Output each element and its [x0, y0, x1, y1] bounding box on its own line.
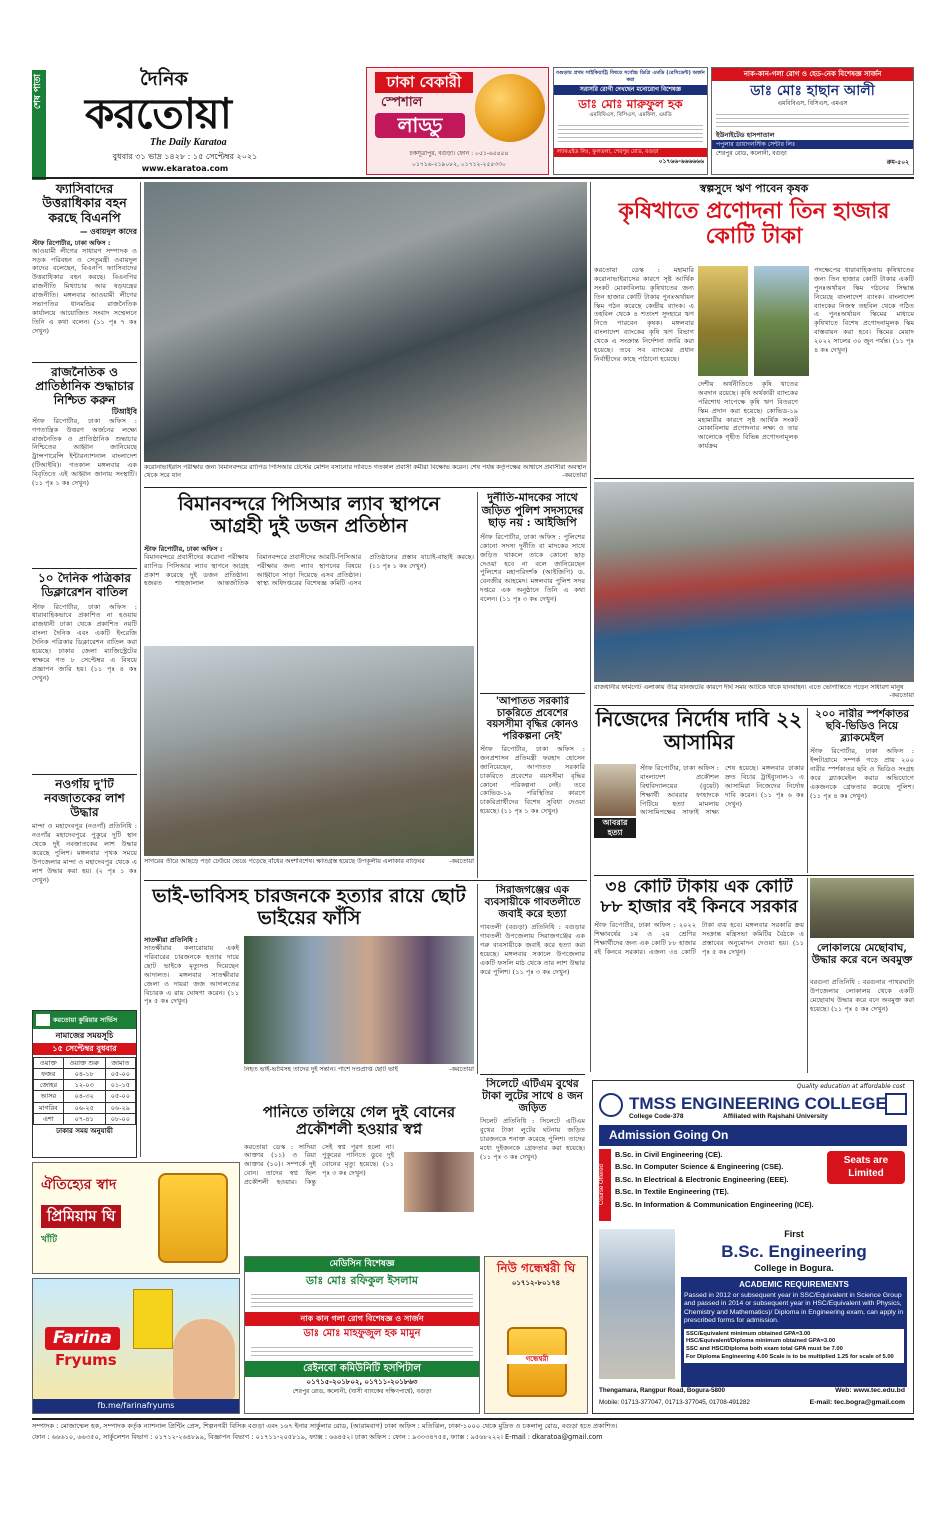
divider [32, 568, 137, 569]
headline: রাজনৈতিক ও প্রাতিষ্ঠানিক শুদ্ধাচার নিশ্চিত করুন [35, 366, 134, 407]
laddu-image [475, 74, 545, 142]
headline: ভাই-ভাবিসহ চারজনকে হত্যার রায়ে ছোট ভাইয়ের ফাঁসি [152, 885, 466, 929]
courier-logo-icon [36, 1014, 50, 1026]
prayer-times-box [32, 1010, 137, 1158]
cell: ০৭-৪১ [63, 1113, 105, 1124]
tmss-mobile: Mobile: 01713-377047, 01713-377045, 01708-491282 [599, 1399, 750, 1406]
med-phone: ০১৭১৫-২০১৮০২, ০১৭১১-২০১৮৬৩ [306, 1378, 418, 1386]
headline: ১০ দৈনিক পত্রিকার ডিক্লারেশন বাতিল [38, 572, 131, 599]
story-tib [32, 366, 137, 571]
child-image [173, 1319, 235, 1399]
body: করতোয়া ডেস্ক : সাদিয়া আক্তার (১১) ও রিয়া আক্তার (১০)। সম্পর্কে দুই বোন। তাদের স্বপ্ন ছিল প্রকৌশলী হওয়ার। কিন্তু সেই স্বপ্ন পূরণ হলো না। পুকুরের পানিতে ডুবে দুই বোনের মৃত্যু হয়েছে। (১১ পৃঃ ৩ কঃ দেখুন) [244, 1142, 394, 1187]
imprint-line-2: ফোন : ৬৬৬১০, ৬৬৩৫০, সার্কুলেশন বিভাগ : ০১৭১২-২৬৪৮৯৯, বিজ্ঞাপন বিভাগ : ০১৭১১-২০৫৮১৯, ফ্যাক্স : ৬৬৪৫২। ঢাকা অফিস : ফোন : ৯৩৩৩৪৭৫৫, ফ্যাক্স : ৯৫৬৮২২২। E-mail : dkaratoa@gmail.com [32, 1433, 603, 1441]
story-drowning-sisters [244, 1104, 474, 1254]
headline: পানিতে তলিয়ে গেল দুই বোনের প্রকৌশলী হওয়ার স্বপ্ন [262, 1104, 456, 1139]
body-col1: করতোয়া ডেস্ক : মহামারি করোনাভাইরাসের কারণে সৃষ্ট আর্থিক সংকট মোকাবিলায় কৃষিখাতের জন্য তিন হাজার কোটি টাকার পুনঃঅর্থায়ন স্কিম গঠন করেছে কেন্দ্রীয় ব্যাংক। এ তহবিল থেকে ৪ শতাংশ সুদহারে ঋণ নিতে পারবেন কৃষক। মঙ্গলবার বাংলাদেশ ব্যাংকের কৃষি ঋণ বিভাগ থেকে এ সংক্রান্ত নির্দেশনা জারি করা হয়েছে। তবে সব ব্যাংকের প্রধান নির্বাহীদের কাছে পাঠানো হয়েছে। [594, 266, 694, 363]
course-item: B.Sc. In Textile Engineering (TE). [615, 1187, 729, 1197]
ad-gandheshwari-ghee[interactable] [484, 1256, 588, 1414]
first-label: First [784, 1229, 804, 1239]
cell: ০৪-৩২ [63, 1091, 105, 1102]
masthead-rule [32, 177, 914, 179]
story-police-igp [480, 492, 585, 692]
divider [144, 880, 587, 881]
side-tab [32, 70, 46, 180]
farina-brand: Farina [45, 1327, 120, 1350]
cell: ০৮-০০ [105, 1113, 135, 1124]
med-address: শেরপুর রোড, কলোনী, (ঘাসী ব্যাংকের দক্ষিণপার্শ্বে), বগুড়া [292, 1387, 432, 1395]
body: বিমানবন্দরে প্রবাসীদের করোনা পরীক্ষায় র‍্যাপিড পিসিআর ল্যাব স্থাপনে আগ্রহ প্রকাশ করেছে দুই ডজন প্রতিষ্ঠান। হজরত শাহজালাল আন্তর্জাতিক বিমানবন্দরে প্রবাসীদের আরটি-পিসিআর পরীক্ষার জন্য ল্যাব স্থাপনের বিষয়ে আহ্বানে সাড়া দিয়েছে এসব প্রতিষ্ঠান। স্বাস্থ্য অধিদপ্তরের বিশেষজ্ঞ কমিটি এসব প্রতিষ্ঠানের প্রস্তাব যাচাই-বাছাই করছে। (১১ পৃঃ ১ কঃ দেখুন) [144, 552, 474, 588]
tmss-code: College Code-378 [629, 1113, 684, 1120]
cell: ০৫-০০ [105, 1069, 135, 1080]
body-col2: দেশীয় অর্থনীতিতে কৃষি খাতের অবদান রয়েছে। কৃষি অর্থকারী ব্যাংকের পরিশোধ সাপেক্ষে কৃষি ঋণ বিতরণে স্কিম প্রদান করা হয়েছে। কোভিড-১৯ মহামারীর কারণে সৃষ্ট আর্থিক সংকট মোকাবিলায় প্রণোদনার লক্ষ্য ও তার আলোকে গৃহীত বিভিন্ন প্রণোদনামূলক কার্যক্রম [698, 380, 798, 451]
divider [144, 487, 587, 488]
photo2-caption [594, 684, 914, 704]
course-item: B.Sc. In Electrical & Electronic Engineering (EEE). [615, 1174, 789, 1184]
byline: সাতক্ষীরা প্রতিনিধি : [144, 936, 198, 944]
headline: নওগাঁয় দু'টি নবজাতকের লাশ উদ্ধার [44, 778, 125, 819]
req-diploma: For Diploma Engineering 4.00 Scale is to be multiplied 1.25 for scale of 5.00 [686, 1353, 894, 1360]
body: স্টাফ রিপোর্টার, ঢাকা অফিস : ধারাবাহিকভাবে প্রকাশিত না হওয়ায় রাজধানী ঢাকা থেকে প্রকাশিত নয়টি বাংলা দৈনিক এবং একটি ইংরেজি দৈনিক পত্রিকার ডিক্লারেশন বাতিল করা হয়েছে। ঢাকার জেলা ম্যাজিস্ট্রেটের স্বাক্ষরে গত ৮ সেপ্টেম্বর এ বিষয়ে প্রজ্ঞাপন জারি হয়। (১১ পৃঃ ৪ কঃ দেখুন) [32, 602, 137, 682]
course-item: B.Sc. in Civil Engineering (CE). [615, 1150, 723, 1159]
caption-credit: -করতোয়া [562, 472, 587, 480]
body: আওয়ামী লীগের সাধারণ সম্পাদক ও সড়ক পরিবহন ও সেতুমন্ত্রী ওবায়দুল কাদের বলেছেন, বিএনপি ফ্যাসিবাদের উত্তরাধিকার বহন করছে। বিএনপির রাজনীতি মিথ্যাচার আর ষড়যন্ত্রের রাজনীতি। মঙ্গলবার আওয়ামী লীগের সভাপতির ধানমন্ডির রাজনৈতিক কার্যালয়ে আয়োজিত সংবাদ সম্মেলনে তিনি এ কথা বলেন। (১১ পৃঃ ৭ কঃ দেখুন) [32, 246, 137, 335]
body: সাতক্ষীরার কলারোয়ায় একই পরিবারের চারজনকে হত্যার দায়ে ছোট ভাইকে মৃত্যুদণ্ড দিয়েছেন আদালত। মঙ্গলবার সাতক্ষীরার জেলা ও দায়রা জজ আদালতের বিচারক এ রায় ঘোষণা করেন। (১১ পৃঃ ৫ কঃ দেখুন) [144, 944, 239, 1006]
ghee-jar-image [158, 1173, 228, 1263]
seats-badge: Seats are Limited [827, 1151, 905, 1184]
ghee2-label: গন্ধেশ্বরী [507, 1355, 567, 1364]
photo-sisters [404, 1152, 474, 1212]
bakery-title: ঢাকা বেকারী [375, 72, 473, 93]
med-banner: মেডিসিন বিশেষজ্ঞ [245, 1257, 479, 1272]
photo-coastal-damage [144, 646, 474, 856]
column-rule [590, 182, 591, 1072]
photo-farmer [754, 266, 809, 376]
tmss-web[interactable]: Web: www.tec.edu.bd [835, 1387, 905, 1394]
cell: ০৪-১৮ [63, 1069, 105, 1080]
prayer-table [33, 1057, 136, 1125]
header-cell: ওয়াক্ত [34, 1058, 64, 1069]
byline-body [144, 936, 239, 1086]
prayer-row [34, 1113, 136, 1124]
abrar-label: আবরার হত্যা [594, 818, 636, 838]
psy-banner: বগুড়ায় প্রথম সাইকিয়াট্রি বিষয়ে সর্বোচ্চ ডিগ্রি এমডি (রেসিডেন্ট) অর্জন করা [556, 70, 705, 83]
ad-psychiatrist[interactable] [553, 67, 708, 175]
photo-fishing-cat [810, 878, 914, 938]
photo-victims [244, 936, 474, 1064]
footer-rule [32, 1418, 914, 1420]
ent-name: ডাঃ মোঃ হাছান আলী [750, 82, 875, 99]
tmss-admission: Admission Going On [599, 1125, 907, 1146]
column-rule [807, 708, 808, 873]
psy-clinic: ল্যাবএইড লিঃ, ফুলতলা, শেরপুর রোড, বগুড়া [554, 148, 707, 157]
photo1-caption [144, 464, 587, 484]
ad-ent-surgeon[interactable] [711, 67, 914, 175]
ent-banner: নাক-কান-গলা রোগ ও হেড-নেক বিশেষজ্ঞ সার্জন [712, 68, 913, 81]
photo-victims-caption [244, 1066, 474, 1086]
headline: কৃষিখাতে প্রণোদনা তিন হাজার কোটি টাকা [618, 197, 890, 250]
body: স্টাফ রিপোর্টার, ঢাকা অফিস : ২০২২ শিক্ষাবর্ষের ১ম ও ২য় শ্রেণির শিক্ষার্থীদের জন্য এক কোটি ৮৮ হাজার বই কিনবে সরকার। এজন্য ৩৪ কোটি টাকা ব্যয় হবে। মঙ্গলবার সরকারি ক্রয় সংক্রান্ত মন্ত্রিসভা কমিটির বৈঠকে এ প্রস্তাবের অনুমোদন দেওয়া হয়। (১১ পৃঃ ৫ কঃ দেখুন) [594, 921, 804, 956]
cell: ০৫-০০ [105, 1091, 135, 1102]
subhead: — ওবায়দুল কাদের [79, 227, 137, 237]
column-rule [477, 884, 478, 1074]
ghee2-phone: ০১৭১২-৮০১৭৪ [511, 1279, 561, 1288]
ent-address: শেরপুর রোড, কলোনী, বগুড়া [716, 150, 787, 158]
prayer-row [34, 1069, 136, 1080]
prayer-date: ১৫ সেপ্টেম্বর বুধবার [33, 1043, 136, 1055]
courier-label: করতোয়া কুরিয়ার সার্ভিস [53, 1015, 118, 1024]
tmss-tag: Quality education at affordable cost [796, 1083, 905, 1090]
story-gabtoli-murder [480, 884, 585, 1069]
body: স্টাফ রিপোর্টার, ঢাকা অফিস : বাংলাদেশ প্রকৌশল বিশ্ববিদ্যালয়ের (বুয়েট) শিক্ষার্থী আবরার ফাহাদকে পিটিয়ে হত্যা মামলায় আসামিপক্ষের সাফাই সাক্ষ্য শেষ হয়েছে। মঙ্গলবার ঢাকার দ্রুত বিচার ট্রাইব্যুনাল-১ এ আসামিরা নিজেদের নির্দোষ দাবি করেন। (১১ পৃঃ ৬ কঃ দেখুন) [640, 764, 804, 817]
photo-traffic-jam [594, 482, 914, 682]
college-in: College in Bogura. [754, 1263, 834, 1273]
psy-name: ডাঃ মোঃ মারুফুল হক [578, 96, 683, 111]
body-col3: পদক্ষেপের ধারাবাহিকতায় কৃষিখাতের জন্য তিন হাজার কোটি টাকার একটি পুনঃঅর্থায়ন স্কিম গঠনের সিদ্ধান্ত নিয়েছে বাংলাদেশ ব্যাংক। বাংলাদেশ ব্যাংকের নিজস্ব তহবিল থেকে গঠিত এ পুনঃঅর্থায়ন স্কিমের মাধ্যমে কৃষিখাতে বিশেষ প্রণোদনামূলক স্কিম বাস্তবায়ন করা হবে। স্কিমের মেয়াদ ২০২২ সালের ৩০ জুন পর্যন্ত। (১১ পৃঃ ৪ কঃ দেখুন) [814, 266, 914, 355]
med-name1: ডাঃ মোঃ রফিকুল ইসলাম [306, 1274, 418, 1288]
cell: আসর [34, 1091, 64, 1102]
headline: লোকালয়ে মেছোবাঘ, উদ্ধার করে বনে অবমুক্ত [811, 942, 913, 967]
prayer-row [34, 1102, 136, 1113]
psy-spec: সরাসরি রোগী দেখছেন মনোরোগ বিশেষজ্ঞ [554, 85, 707, 95]
prayer-row [34, 1091, 136, 1102]
req-gpa-box [684, 1329, 904, 1363]
prayer-row [34, 1080, 136, 1091]
story-airport-pcr [144, 492, 474, 642]
ent-detail-lines [716, 111, 909, 127]
masthead-logo [50, 66, 315, 176]
body: স্টাফ রিপোর্টার, ঢাকা অফিস : জনপ্রশাসন প্রতিমন্ত্রী ফরহাদ হোসেন জানিয়েছেন, আপাতত সরকারি চাকরিতে প্রবেশের বয়সসীমা বৃদ্ধির কোনো পরিকল্পনা নেই। তবে কোভিড-১৯ পরিস্থিতির কারণে চাকরিপ্রার্থীদের বিশেষ সুবিধা দেওয়া হয়েছে। (১১ পৃঃ ১ কঃ দেখুন) [480, 745, 585, 816]
brand-en: The Daily Karatoa [150, 137, 227, 148]
story-textbooks [594, 878, 804, 1073]
caption-credit: -করতোয়া [449, 858, 474, 865]
tmss-emblem-icon [885, 1093, 907, 1115]
byline: স্টাফ রিপোর্টার, ঢাকা অফিস : [144, 544, 223, 553]
byline: স্টাফ রিপোর্টার, ঢাকা অফিস : [32, 238, 111, 247]
brand-top: দৈনিক [140, 68, 188, 90]
body: স্টাফ রিপোর্টার, ঢাকা অফিস : গণতান্ত্রিক উত্তরণ অর্জনের লক্ষ্যে রাজনৈতিক ও প্রাতিষ্ঠানিক শুদ্ধাচার নিশ্চিতের আহ্বান জানিয়েছে ট্রান্সপারেন্সি ইন্টারন্যাশনাল বাংলাদেশ (টিআইবি)। গতকাল মঙ্গলবার এক বিবৃতিতে এই আহ্বান জানায় সংস্থাটি। (১১ পৃঃ ১ কঃ দেখুন) [32, 416, 137, 487]
farina-packet-image [133, 1289, 173, 1349]
courier-banner [33, 1011, 136, 1029]
divider [480, 1074, 585, 1075]
cell: ০৬-২৯ [105, 1102, 135, 1113]
headline: 'আপাতত সরকারি চাকরিতে প্রবেশের বয়সসীমা বৃদ্ধির কোনও পরিকল্পনা নেই' [486, 696, 579, 742]
column-rule [140, 182, 141, 1157]
req-total: SSC and HSC/Diploma both exam total GPA must be 7.00 [686, 1346, 843, 1352]
headline: বিমানবন্দরে পিসিআর ল্যাব স্থাপনে আগ্রহী দুই ডজন প্রতিষ্ঠান [178, 493, 440, 537]
headline: ৩৪ কোটি টাকায় এক কোটি ৮৮ হাজার বই কিনবে সরকার [600, 878, 798, 917]
tmss-address: Thengamara, Rangpur Road, Bogura-5800 [599, 1387, 725, 1394]
cell: এশা [34, 1113, 64, 1124]
story-job-age [480, 696, 585, 881]
cell: জোহর [34, 1080, 64, 1091]
photo-rice [698, 266, 748, 376]
story-fishing-cat [810, 878, 914, 1073]
cell: মাগরিব [34, 1102, 64, 1113]
headline: ২০০ নারীর স্পর্শকাতর ছবি-ভিডিও নিয়ে ব্ল্যাকমেইল [815, 708, 909, 745]
bakery-address: চকসূত্রাপুর, বগুড়া। ফোন : ০৫১-৬৫৪৫৪ [409, 150, 509, 157]
column-rule [477, 492, 478, 878]
course-item: B.Sc. In Information & Communication Engineering (ICE). [615, 1199, 814, 1209]
header-cell: ওয়াক্ত শুরু [63, 1058, 105, 1069]
headline: নিজেদের নির্দোষ দাবি ২২ আসামির [595, 708, 803, 754]
tmss-email[interactable]: E-mail: tec.bogra@gmail.com [809, 1399, 905, 1406]
caption-text: সাগরের তীরে আছড়ে পড়া ঢেউয়ে ভেঙে পড়েছে বাঁধের অংশবিশেষ। ক্ষতিগ্রস্ত হয়েছে উপকূলীয় এলাকার বাড়িঘর [144, 858, 425, 865]
divider [594, 705, 914, 706]
ad-bakery[interactable] [366, 67, 549, 175]
bakery-item: লাড্ডু [375, 113, 465, 138]
divider [480, 693, 585, 694]
course-label: Course Offered [599, 1149, 611, 1221]
req-box [681, 1277, 907, 1387]
med-name2: ডাঃ মোঃ মাহফুজুল হক মামুন [303, 1328, 421, 1339]
ghee-sub: ঐতিহ্যের স্বাদ [41, 1177, 117, 1193]
body: গাবতলী (বগুড়া) প্রতিনিধি : বগুড়ার গাবতলী উপজেলায় সিরাজগঞ্জের এক গরু ব্যবসায়ীকে জবাই করে হত্যা করা হয়েছে। মঙ্গলবার সকালে উপজেলার একটি ফসলি মাঠ থেকে তার লাশ উদ্ধার করে পুলিশ। (১১ পৃঃ ৩ কঃ দেখুন) [480, 923, 585, 976]
bakery-phone: ০১৭১৬-২১৯০৮২, ০১৭১২-২৫৫৩৩০ [412, 161, 506, 168]
caption-credit: -করতোয়া [449, 1066, 474, 1073]
brand-main: করতোয়া [85, 89, 231, 138]
course-list [615, 1149, 815, 1211]
cell: ০১-১৫ [105, 1080, 135, 1091]
body: বরগুনা প্রতিনিধি : বরগুনার পাথরঘাটা উপজেলার লোকালয় থেকে একটি মেছোবাঘ উদ্ধার করে বনে অবমুক্ত করা হয়েছে। (১১ পৃঃ ৫ কঃ দেখুন) [810, 978, 914, 1013]
imprint-line-1: সম্পাদক : মোজাম্মেল হক, সম্পাদক কর্তৃক ন্যাশনাল প্রিন্টিং প্রেস, শিল্পনগরী বিসিক বগুড়া এবং ১৬৭ ইনার সার্কুলার রোড, (আরামবাগ) ঢাকা অফিস : মতিঝিল, ঢাকা-১০০০ থেকে মুদ্রিত ও চকলালু রোড, বগুড়া হতে প্রকাশিত। [32, 1422, 618, 1430]
ghee2-title: নিউ গন্ধেশ্বরী ঘি [496, 1261, 576, 1275]
ad-premium-ghee[interactable] [32, 1162, 240, 1274]
caption-credit: -করতোয়া [889, 692, 914, 700]
ad-rainbow-hospital[interactable] [244, 1256, 480, 1414]
body: স্টাফ রিপোর্টার, ঢাকা অফিস : ইন্সটাগ্রামে সম্পর্ক গড়ে প্রায় ২০০ নারীর স্পর্শকাতর ছবি ও ভিডিও সংগ্রহ করে ব্ল্যাকমেইল করার অভিযোগে একজনকে গ্রেফতার করেছে পুলিশ। (১১ পৃঃ ৪ কঃ দেখুন) [810, 747, 914, 800]
prayer-title: নামাজের সময়সূচি [55, 1031, 114, 1040]
tmss-title: TMSS ENGINEERING COLLEGE [629, 1094, 887, 1113]
story-abrar-case [594, 708, 804, 873]
caption-text: করোনাভাইরাস পরীক্ষার জন্য বিমানবন্দরে র‍্যাপিড পিসিআর টেস্টের মেশিন বসানোর দাবিতে গতকাল প্রবাসী কর্মীরা বিক্ষোভ করেন। শেষ পর্যন্ত কর্তৃপক্ষের আশ্বাসে প্রবাসীরা অবস্থান থেকে সরে যান [144, 464, 587, 480]
body: মান্দা ও মহাদেবপুর (নওগাঁ) প্রতিনিধি : নওগাঁর মহাদেবপুরে পুকুরে দুটি স্থান থেকে দুই নবজাতকের লাশ উদ্ধার করেছে পুলিশ। মঙ্গলবার পৃথক সময়ে উপজেলার মান্দা ও মহাদেবপুর থেকে এ লাশ উদ্ধার করা হয়। (২ পৃঃ ১ কঃ দেখুন) [32, 822, 137, 884]
headline: ফ্যাসিবাদের উত্তরাধিকার বহন করছে বিএনপি [42, 182, 127, 225]
photo-abrar [594, 764, 636, 816]
subhead: টিআইবি [111, 407, 137, 417]
ent-room: রুম-৫০২ [886, 158, 909, 166]
cell: ১২-০৩ [63, 1080, 105, 1091]
date-line: বুধবার ৩১ ভাদ্র ১৪২৮ : ১৫ সেপ্টেম্বর ২০২১ [112, 152, 258, 161]
med-banner2: নাক কান গলা রোগ বিশেষজ্ঞ ও সার্জন [245, 1312, 479, 1326]
story-atm-robbery [480, 1078, 585, 1243]
farina-product: Fryums [55, 1351, 117, 1369]
ent-clinic: ইউনাইটেড হাসপাতাল [716, 130, 775, 139]
ghee-top: খাঁটি [41, 1235, 57, 1245]
ad-farina-fryums[interactable] [32, 1278, 240, 1414]
psy-phone: ০১৭৬৬-৬৬৬৬৬৬ [658, 158, 704, 166]
story-blackmail [810, 708, 914, 873]
farina-fb[interactable]: fb.me/farinafryums [33, 1399, 239, 1413]
photo-airport-protest [144, 182, 587, 462]
med-hospital: রেইনবো কমিউনিটি হসপিটাল [245, 1361, 479, 1378]
side-tab-label: শেষ পাতা [33, 74, 43, 110]
req-ssc: SSC/Equivalent minimum obtained GPA=3.00 [686, 1330, 811, 1337]
psy-detail-lines [558, 122, 703, 144]
med-detail-lines [251, 1291, 473, 1309]
tmss-affil: Affiliated with Rajshahi University [723, 1113, 828, 1120]
headline: দুর্নীতি-মাদকের সাথে জড়িত পুলিশ সদস্যদের ছাড় নয় : আইজিপি [481, 492, 584, 530]
divider [594, 875, 914, 876]
story-declaration [32, 572, 137, 772]
story-execution-verdict [144, 884, 474, 1094]
site-url[interactable]: www.ekaratoa.com [141, 164, 229, 173]
psy-degree: এমবিবিএস, বিসিএস, এমফিল, এমডি [589, 111, 672, 118]
photo3-caption [144, 858, 474, 878]
divider [594, 478, 914, 479]
headline: সিলেটে এটিএম বুথের টাকা লুটের সাথে ৪ জন জড়িত [482, 1078, 583, 1115]
ghee-title: প্রিমিয়াম ঘি [41, 1205, 121, 1228]
story-naogaon [32, 778, 137, 1004]
body: সিলেট প্রতিনিধি : সিলেটে এটিএম বুথের টাকা লুটের ঘটনায় জড়িত চারজনকে শনাক্ত করেছে পুলিশ। তাদের মধ্যে দুইজনকে গ্রেফতার করা হয়েছে। (১১ পৃঃ ৩ কঃ দেখুন) [480, 1117, 585, 1161]
header-cell: জামাত [105, 1058, 135, 1069]
column-rule [807, 878, 808, 1073]
bakery-sub: স্পেশাল [381, 95, 423, 110]
cell: ফজর [34, 1069, 64, 1080]
body: স্টাফ রিপোর্টার, ঢাকা অফিস : পুলিশের কোনো সদস্য দুর্নীতি বা মাদকের সাথে জড়িত থাকলে তাকে কোনো ছাড় দেওয়া হবে না বলে জানিয়েছেন পুলিশের মহাপরিদর্শক (আইজিপি) ড. বেনজীর আহমেদ। মঙ্গলবার পুলিশ সদর দপ্তরে এক অনুষ্ঠানে তিনি এ কথা বলেন। (১১ পৃঃ ৩ কঃ দেখুন) [480, 532, 585, 604]
prayer-note: ঢাকার সময় অনুযায়ী [56, 1126, 113, 1135]
building-image [599, 1229, 675, 1379]
req-hsc: HSC/Equivalent/Diploma minimum obtained GPA=3.00 [686, 1338, 836, 1345]
prayer-header-row [34, 1058, 136, 1069]
cell: ০৬-২৫ [63, 1102, 105, 1113]
story-agri-stimulus [594, 182, 914, 475]
divider [32, 774, 137, 775]
course-item: B.Sc. In Computer Science & Engineering (CSE). [615, 1162, 784, 1172]
ad-tmss-college[interactable] [592, 1080, 914, 1414]
headline: সিরাজগঞ্জের এক ব্যবসায়ীকে গাবতলীতে জবাই করে হত্যা [484, 884, 581, 921]
caption-text: রাজধানীর ফার্মগেট এলাকায় তীব্র যানজটের কারণে দীর্ঘ সময় আটকে থাকে যানবাহন। এতে ভোগান্তিতে পড়েন সাধারণ মানুষ [594, 684, 904, 691]
caption-text: নিহত ভাই-ভাবিসহ তাদের দুই সন্তান। পাশে দণ্ডপ্রাপ্ত ছোট ভাই [244, 1066, 398, 1073]
bsc-label: B.Sc. Engineering [721, 1242, 867, 1261]
tmss-logo-icon [599, 1093, 623, 1117]
divider [32, 362, 137, 363]
req-title: ACADEMIC REQUIREMENTS [739, 1280, 849, 1289]
med-detail-lines [251, 1344, 473, 1358]
ent-degree: এমবিবিএস, বিসিএস, এমএস [777, 100, 848, 108]
req-body: Passed in 2012 or subsequent year in SSC/Equivalent in Science Group and passed in 2014 or subsequent year in HSC/Equivalent with Physics, Chemistry and Mathematics)/ Diploma in Engineering exam, can apply in prescribed forms for admission. [684, 1292, 904, 1325]
kicker: স্বল্পসুদে ঋণ পাবেন কৃষক [699, 182, 809, 195]
ent-clinic2: পপুলার ডায়াগনস্টিক সেন্টার লিঃ [712, 140, 913, 150]
